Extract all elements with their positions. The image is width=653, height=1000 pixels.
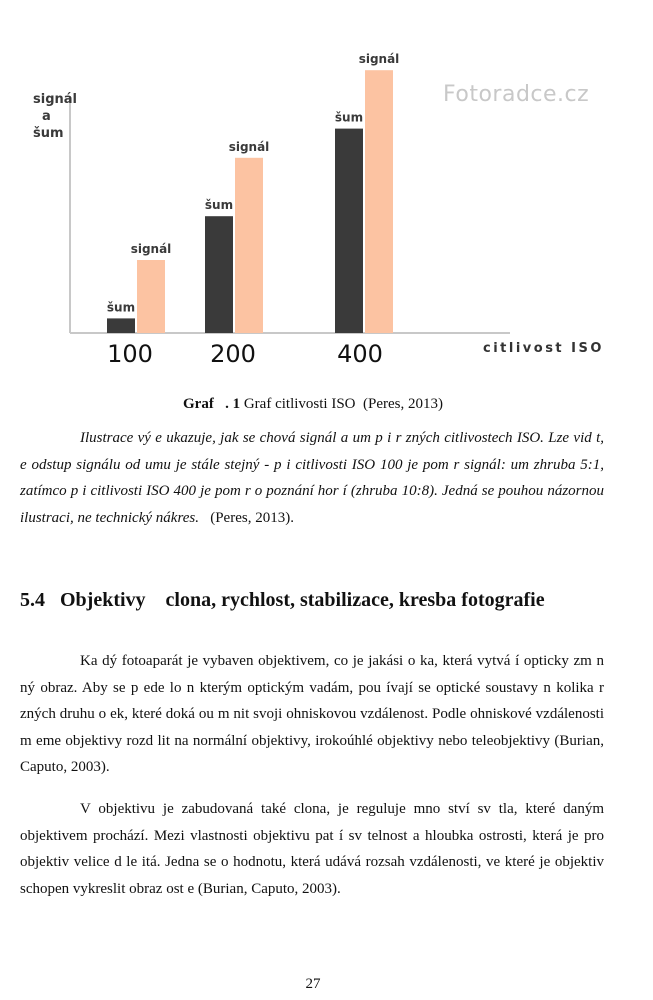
x-tick-label: 200 — [210, 340, 256, 368]
caption-text: Graf citlivosti ISO (Peres, 2013) — [240, 396, 443, 412]
y-axis-label-line: šum — [33, 126, 64, 141]
caption-number: Graf . 1 — [183, 396, 241, 412]
bar-signal — [365, 70, 393, 333]
paragraph-illustration-citation: (Peres, 2013). — [198, 509, 294, 526]
figure-caption — [0, 396, 626, 413]
bar-signal — [235, 158, 263, 333]
x-axis-title: citlivost ISO — [483, 341, 604, 356]
paragraph-aperture: V objektivu je zabudovaná také clona, je reguluje mno ství sv tla, které daným objektivem prochází. Mezi vlastnosti objektivu pat í sv telnost a hloubka ostrosti, která je pro objektiv velice d le itá. Jedna se o hodnotu, která udává rozsah vzdálenosti, ve které je objektiv schopen vykreslit obraz ost e (Burian, Caputo, 2003). — [20, 801, 604, 897]
y-axis-label — [33, 91, 77, 142]
bar-chart — [0, 0, 653, 380]
bar-noise — [335, 129, 363, 333]
bar-label: signál — [228, 139, 270, 154]
bar-label: šum — [204, 198, 234, 213]
section-heading: 5.4 Objektivy clona, rychlost, stabilizace, kresba fotografie — [20, 589, 545, 611]
bar-label: šum — [334, 110, 364, 125]
bar-label: signál — [358, 52, 400, 67]
y-axis-label-line: a — [42, 109, 51, 124]
bar-noise — [107, 318, 135, 333]
paragraph-objectives: Ka dý fotoaparát je vybaven objektivem, co je jakási o ka, která vytvá í opticky zm n ný obraz. Aby se p ede lo n kterým optickým vadám, pou ívají se optické soustavy n kolika r zných druhu o ek, které doká ou m nit svoji ohniskovou vzdálenost. Podle ohniskové vzdálenosti m eme objektivy rozd lit na normální objektivy, irokoúhlé objektivy nebo teleobjektivy (Burian, Caputo, 2003). — [20, 653, 604, 775]
bar-signal — [137, 260, 165, 333]
bar-label: šum — [106, 300, 136, 315]
y-axis-label-line: signál — [33, 92, 77, 107]
watermark: Fotoradce.cz — [443, 82, 590, 107]
paragraph-illustration-italic: Ilustrace vý e ukazuje, jak se chová signál a um p i r zných citlivostech ISO. Lze vid t, e odstup signálu od umu je stále stejný - p i citlivosti ISO 100 je pom r signál: um zhruba 5:1, zatímco p i citlivosti ISO 400 je pom r o poznání hor í (zhruba 10:8). Jedná se pouhou názornou ilustraci, ne technický nákres. — [20, 430, 604, 526]
bar-label: signál — [130, 242, 172, 256]
x-tick-label: 400 — [337, 340, 383, 368]
page-number: 27 — [305, 976, 321, 992]
x-tick-label: 100 — [107, 340, 153, 368]
bar-noise — [205, 216, 233, 333]
figure — [0, 0, 653, 380]
paragraph-illustration — [20, 425, 604, 531]
